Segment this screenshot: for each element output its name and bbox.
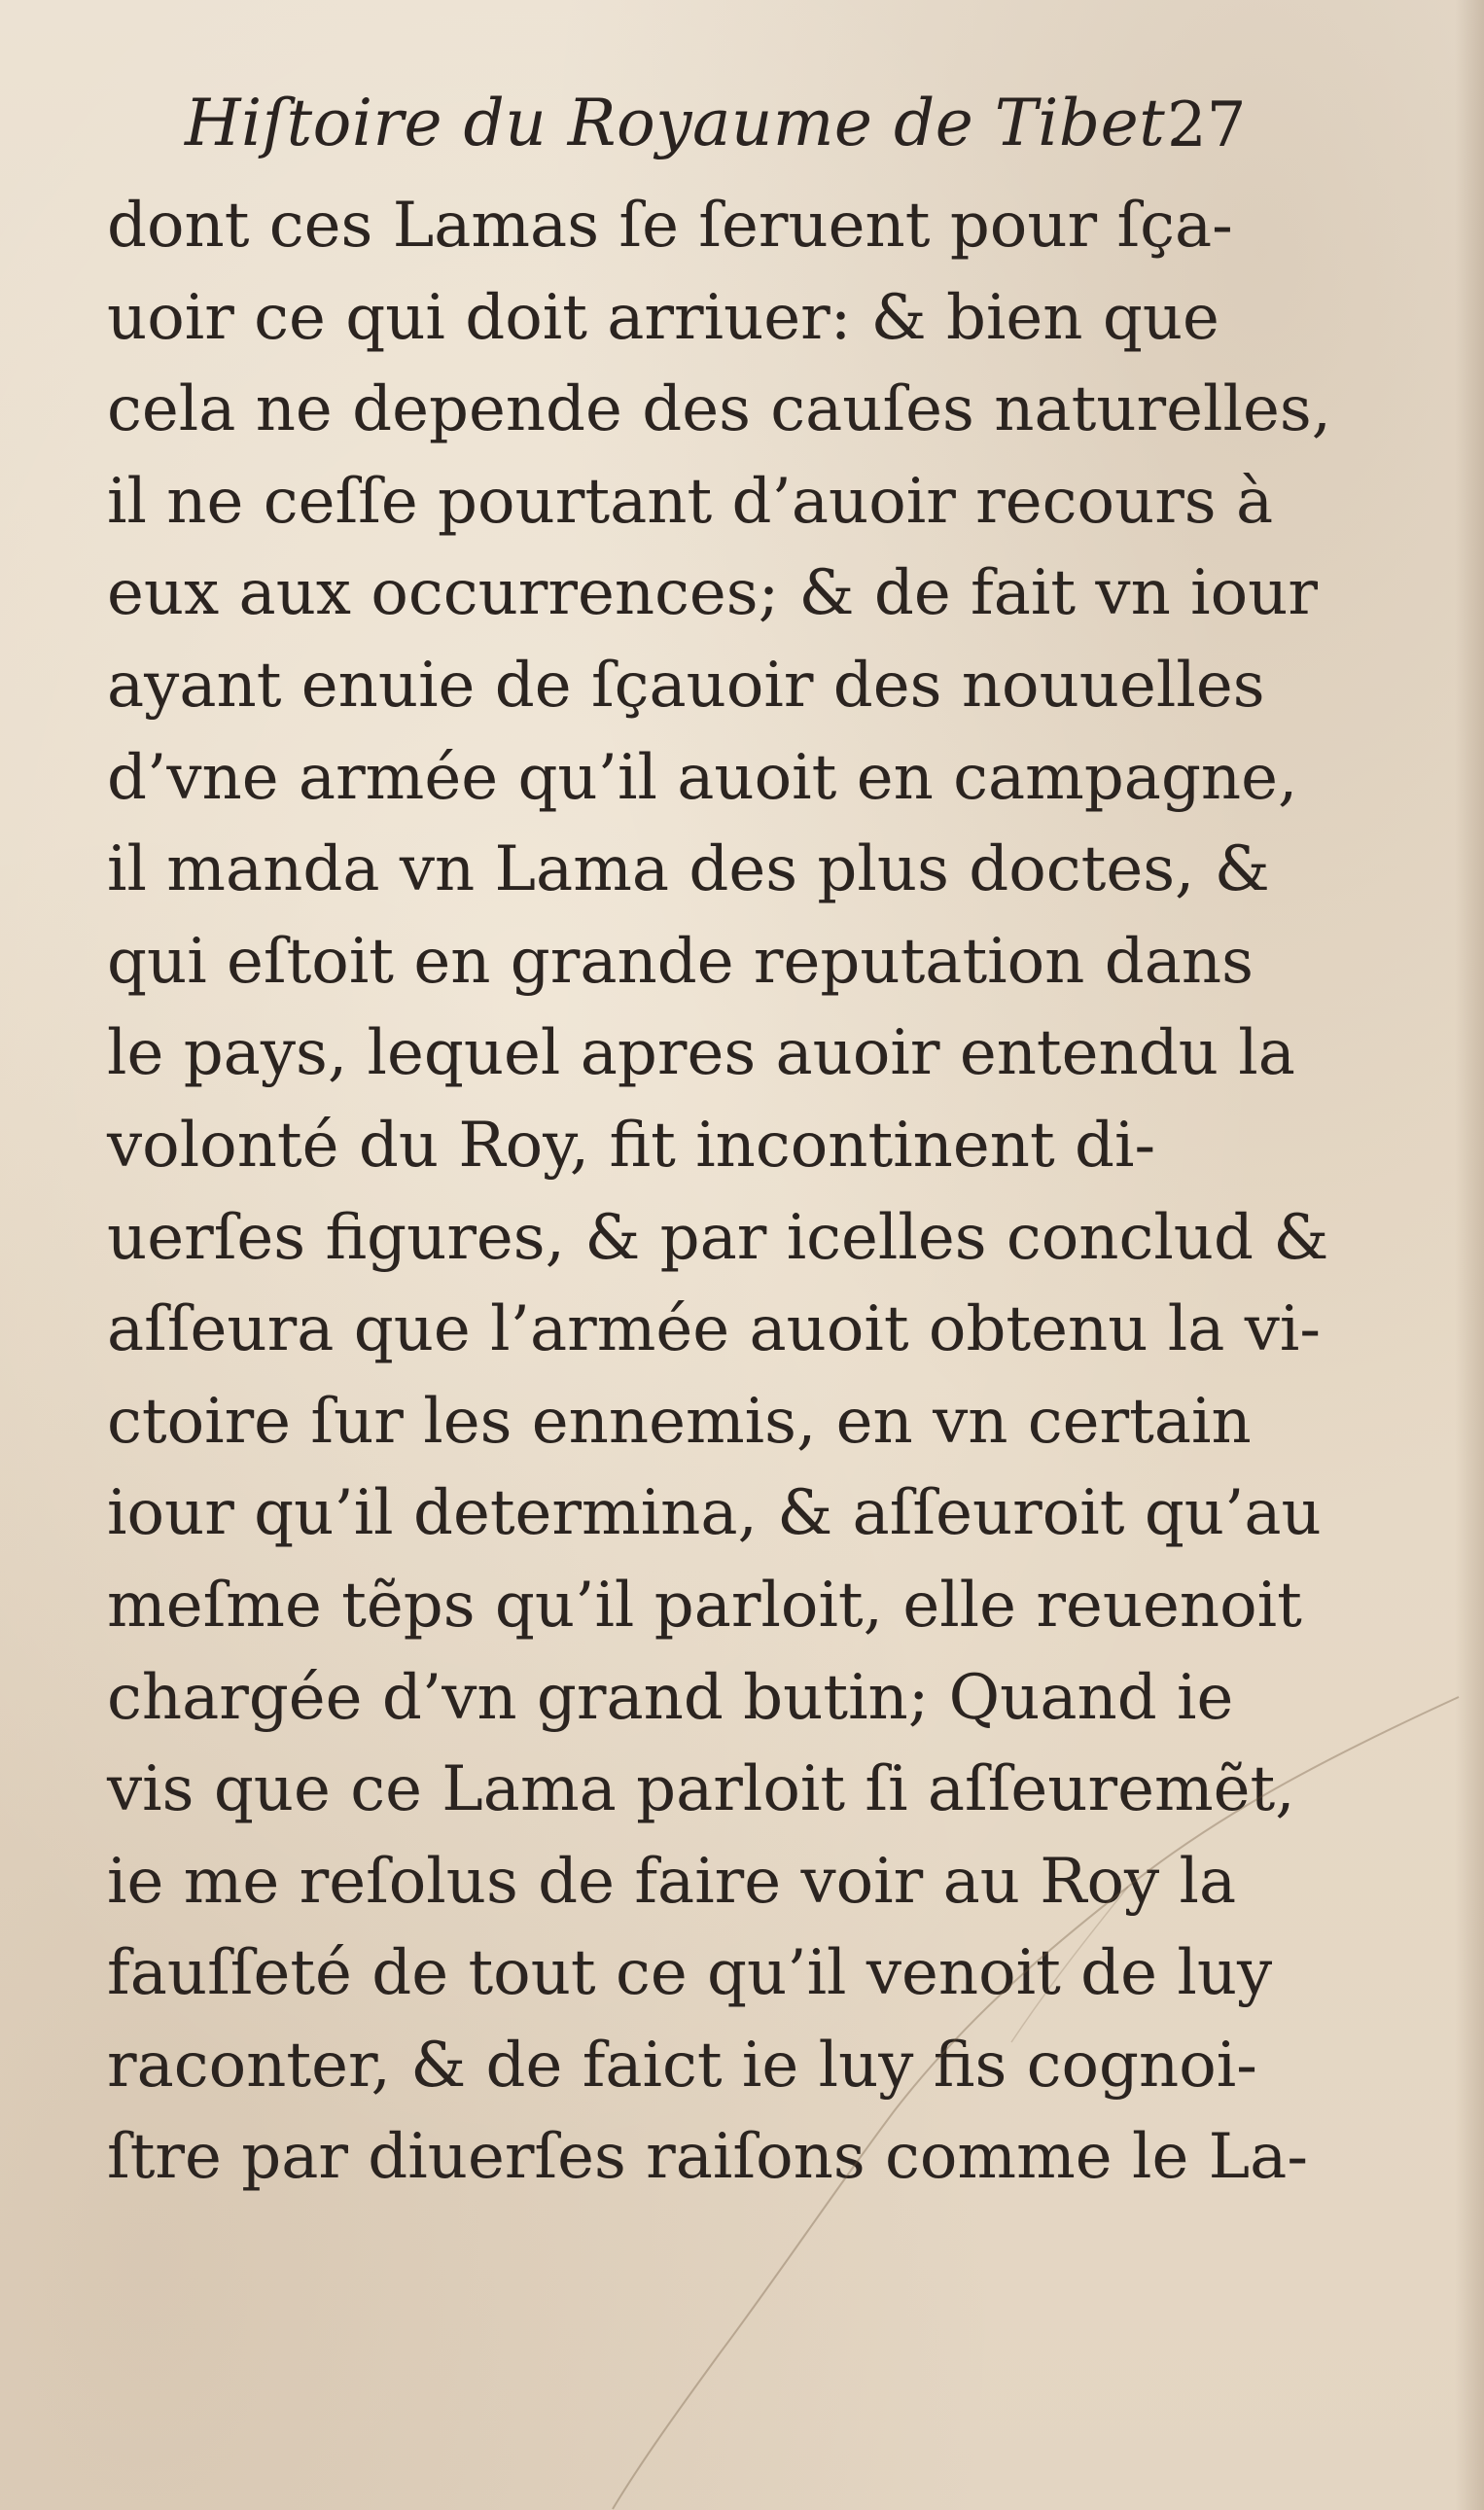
text-line: d’vne armée qu’il auoit en campagne, bbox=[107, 741, 1298, 814]
text-line: vis que ce Lama parloit ſi aſſeuremẽt, bbox=[107, 1753, 1295, 1826]
text-line: chargée d’vn grand butin; Quand ie bbox=[107, 1661, 1234, 1734]
text-line: uerſes figures, & par icelles conclud & bbox=[107, 1201, 1329, 1274]
text-line: cela ne depende des cauſes naturelles, bbox=[107, 373, 1331, 446]
text-line: dont ces Lamas ſe ſeruent pour ſça- bbox=[107, 190, 1233, 262]
running-title: Hiſtoire du Royaume de Tibet. bbox=[185, 86, 1186, 160]
text-line: qui eſtoit en grande reputation dans bbox=[107, 925, 1254, 998]
text-line: fauſſeté de tout ce qu’il venoit de luy bbox=[107, 1937, 1273, 2010]
text-line: aſſeura que l’armée auoit obtenu la vi- bbox=[107, 1293, 1321, 1366]
body-text bbox=[107, 180, 1331, 2204]
text-line: uoir ce qui doit arriuer: & bien que bbox=[107, 281, 1219, 354]
text-line: meſme tẽps qu’il parloit, elle reuenoit bbox=[107, 1569, 1302, 1642]
text-line: ſtre par diuerſes raiſons comme le La- bbox=[107, 2121, 1308, 2194]
text-line: raconter, & de faict ie luy fis cognoi- bbox=[107, 2029, 1257, 2102]
text-line: eux aux occurrences; & de fait vn iour bbox=[107, 557, 1318, 630]
page-header bbox=[185, 86, 1254, 173]
text-line: ie me reſolus de faire voir au Roy la bbox=[107, 1845, 1237, 1918]
text-line: ayant enuie de ſçauoir des nouuelles bbox=[107, 649, 1265, 722]
text-line: il manda vn Lama des plus doctes, & bbox=[107, 833, 1270, 906]
text-line: le pays, lequel apres auoir entendu la bbox=[107, 1017, 1295, 1090]
text-line: il ne ceſſe pourtant d’auoir recours à bbox=[107, 465, 1274, 538]
text-line: volonté du Roy, fit incontinent di- bbox=[107, 1109, 1156, 1182]
page-number: 27 bbox=[1167, 89, 1247, 161]
text-line: ctoire ſur les ennemis, en vn certain bbox=[107, 1385, 1252, 1458]
text-line: iour qu’il determina, & aſſeuroit qu’au bbox=[107, 1477, 1322, 1550]
